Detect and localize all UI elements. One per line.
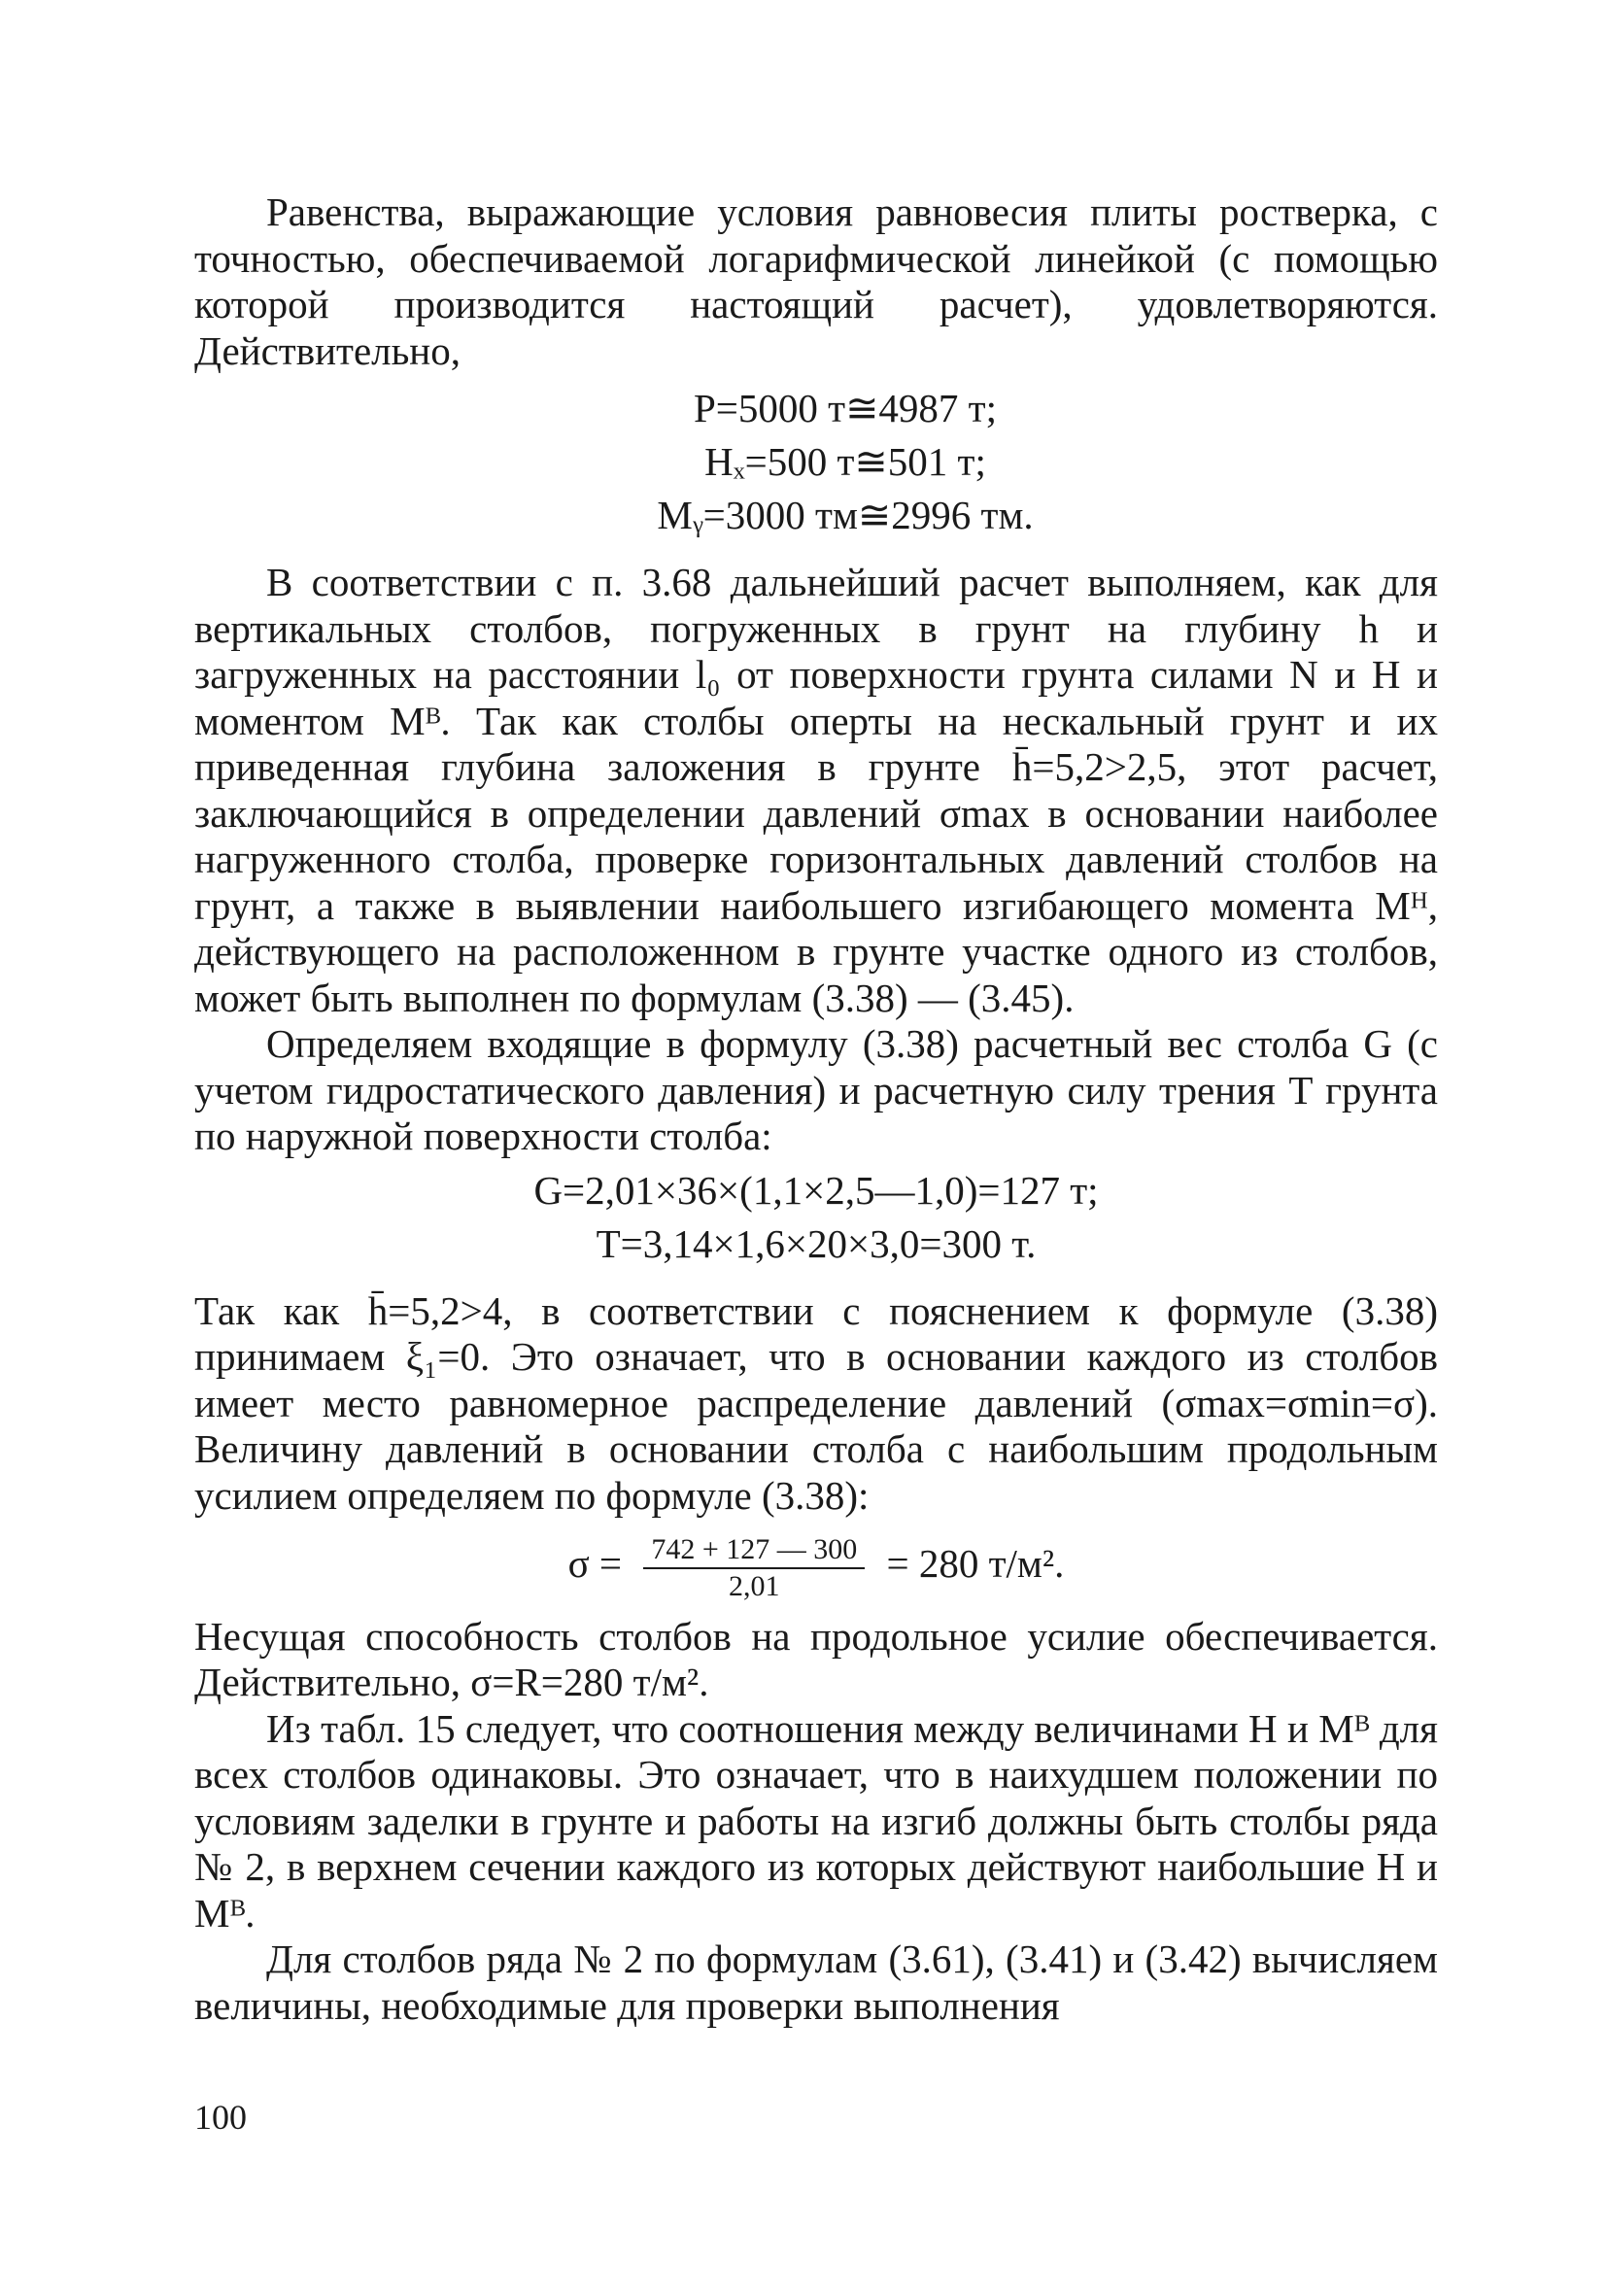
equation: T=3,14×1,6×20×3,0=300 т. — [596, 1220, 1037, 1266]
equation: Mᵧ=3000 тм≅2996 тм. — [657, 493, 1034, 537]
equation-block — [194, 382, 1438, 542]
equation: G=2,01×36×(1,1×2,5—1,0)=127 т; — [533, 1167, 1099, 1213]
paragraph: Из табл. 15 следует, что соотношения между величинами H и Mᴮ для всех столбов одинаковы. Это означает, что в наихудшем положении по условиям заделки в грунте и работы на изгиб должны быть столбы ряда № 2, в верхнем сечении каждого из которых действуют наибольшие H и Mᴮ. — [194, 1705, 1438, 1936]
equation-block — [194, 1164, 1438, 1271]
fraction-equation — [194, 1525, 1438, 1604]
equation: P=5000 т≅4987 т; — [693, 386, 997, 430]
equation-lhs: σ = — [567, 1541, 623, 1586]
equation: Hₓ=500 т≅501 т; — [704, 439, 986, 484]
paragraph: Равенства, выражающие условия равновесия плиты ростверка, с точностью, обеспечиваемой логарифмической линейкой (с помощью которой производится настоящий расчет), удовлетворяются. Действительно, — [194, 189, 1438, 373]
fraction — [643, 1532, 865, 1604]
paragraph: Определяем входящие в формулу (3.38) расчетный вес столба G (с учетом гидростатического давления) и расчетную силу трения T грунта по наружной поверхности столба: — [194, 1021, 1438, 1158]
fraction-denominator: 2,01 — [729, 1569, 780, 1602]
text-column — [194, 189, 1438, 2029]
paragraph: Так как h̄=5,2>4, в соответствии с пояснением к формуле (3.38) принимаем ξ₁=0. Это означает, что в основании каждого из столбов имеет место равномерное распределение давлений (σmax=σmin=σ). Величину давлений в основании столба с наибольшим продольным усилием определяем по формуле (3.38): — [194, 1287, 1438, 1518]
fraction-numerator: 742 + 127 — 300 — [643, 1532, 865, 1569]
page-number: 100 — [194, 2098, 247, 2137]
paragraph: В соответствии с п. 3.68 дальнейший расчет выполняем, как для вертикальных столбов, погруженных в грунт на глубину h и загруженных на расстоянии l₀ от поверхности грунта силами N и H и моментом Mᴮ. Так как столбы оперты на нескальный грунт и их приведенная глубина заложения в грунте h̄=5,2>2,5, этот расчет, заключающийся в определении давлений σmax в основании наиболее нагруженного столба, проверке горизонтальных давлений столбов на грунт, а также в выявлении наибольшего изгибающего момента Mᴴ, действующего на расположенном в грунте участке одного из столбов, может быть выполнен по формулам (3.38) — (3.45). — [194, 560, 1438, 1020]
paragraph: Несущая способность столбов на продольное усилие обеспечивается. Действительно, σ=R=280 т/м². — [194, 1613, 1438, 1705]
paragraph: Для столбов ряда № 2 по формулам (3.61), (3.41) и (3.42) вычисляем величины, необходимые для проверки выполнения — [194, 1936, 1438, 2028]
equation-rhs: = 280 т/м². — [886, 1541, 1065, 1586]
